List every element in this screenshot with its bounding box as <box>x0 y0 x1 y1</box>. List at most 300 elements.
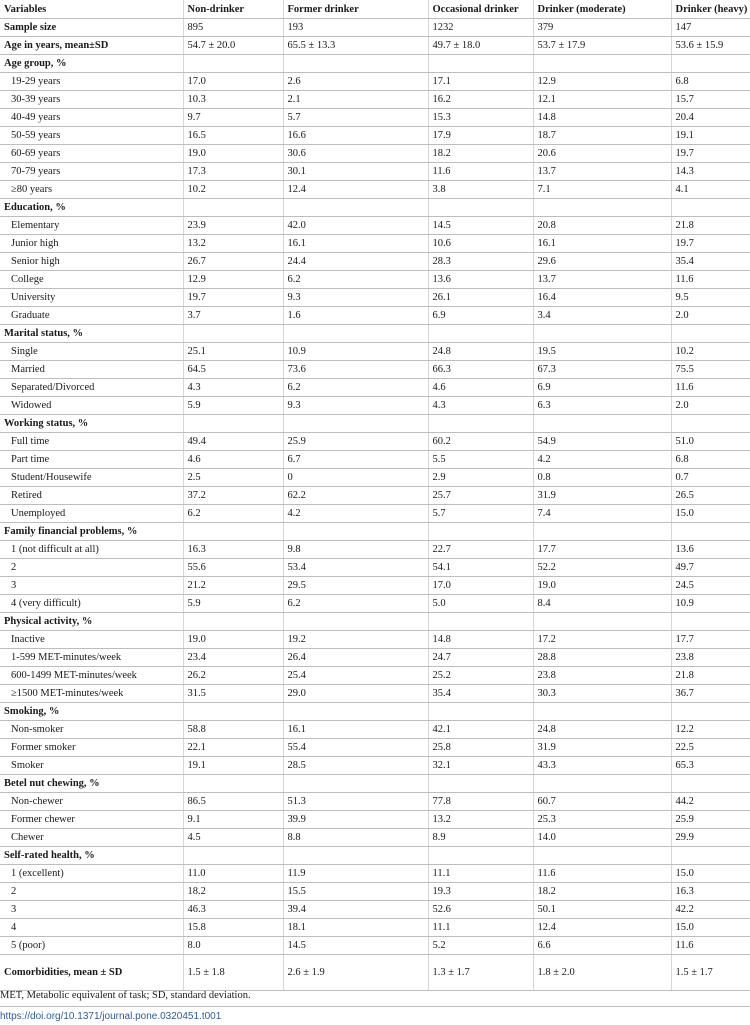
table-cell: 2.9 <box>428 469 533 487</box>
table-cell: 10.2 <box>183 181 283 199</box>
table-cell: 25.7 <box>428 487 533 505</box>
table-cell: 15.0 <box>671 919 750 937</box>
table-cell: 1.6 <box>283 307 428 325</box>
table-section-row <box>0 703 750 721</box>
table-cell: 12.4 <box>533 919 671 937</box>
table-cell: 35.4 <box>428 685 533 703</box>
table-cell: 8.4 <box>533 595 671 613</box>
table-cell: 1.3 ± 1.7 <box>428 955 533 991</box>
table-cell: 8.9 <box>428 829 533 847</box>
table-cell: 16.1 <box>283 235 428 253</box>
row-label: Marital status, % <box>0 325 183 343</box>
row-label: Retired <box>0 487 183 505</box>
table-cell: 8.0 <box>183 937 283 955</box>
table-cell <box>533 199 671 217</box>
table-row <box>0 505 750 523</box>
table-cell: 8.8 <box>283 829 428 847</box>
table-cell <box>283 55 428 73</box>
table-row <box>0 145 750 163</box>
table-cell: 6.8 <box>671 73 750 91</box>
table-cell: 52.2 <box>533 559 671 577</box>
table-cell: 22.1 <box>183 739 283 757</box>
table-row <box>0 811 750 829</box>
table-cell: 42.0 <box>283 217 428 235</box>
table-cell: 26.2 <box>183 667 283 685</box>
table-cell: 29.0 <box>283 685 428 703</box>
table-cell: 4.3 <box>183 379 283 397</box>
table-cell: 14.5 <box>283 937 428 955</box>
row-label: Full time <box>0 433 183 451</box>
doi-link[interactable]: https://doi.org/10.1371/journal.pone.0320451.t001 <box>0 1011 222 1022</box>
table-cell: 9.3 <box>283 289 428 307</box>
table-cell: 23.4 <box>183 649 283 667</box>
table-cell: 20.8 <box>533 217 671 235</box>
table-cell: 51.3 <box>283 793 428 811</box>
table-cell: 25.1 <box>183 343 283 361</box>
table-row <box>0 217 750 235</box>
table-cell: 6.7 <box>283 451 428 469</box>
row-label: Graduate <box>0 307 183 325</box>
table-row <box>0 271 750 289</box>
table-cell: 29.9 <box>671 829 750 847</box>
header-variables: Variables <box>0 0 183 19</box>
table-cell <box>183 847 283 865</box>
table-cell: 17.0 <box>428 577 533 595</box>
table-cell: 64.5 <box>183 361 283 379</box>
table-cell: 35.4 <box>671 253 750 271</box>
table-row <box>0 721 750 739</box>
table-cell: 17.2 <box>533 631 671 649</box>
table-cell: 13.6 <box>428 271 533 289</box>
row-label: University <box>0 289 183 307</box>
table-cell: 1.8 ± 2.0 <box>533 955 671 991</box>
row-label: Non-chewer <box>0 793 183 811</box>
table-cell: 21.2 <box>183 577 283 595</box>
table-cell: 75.5 <box>671 361 750 379</box>
table-cell <box>283 325 428 343</box>
table-cell: 0.8 <box>533 469 671 487</box>
table-cell <box>533 703 671 721</box>
table-cell: 1.5 ± 1.7 <box>671 955 750 991</box>
table-cell: 12.4 <box>283 181 428 199</box>
table-cell: 28.3 <box>428 253 533 271</box>
table-row <box>0 901 750 919</box>
row-label: Age group, % <box>0 55 183 73</box>
table-cell: 14.3 <box>671 163 750 181</box>
table-cell <box>533 847 671 865</box>
table-body <box>0 19 750 991</box>
table-cell: 16.6 <box>283 127 428 145</box>
row-label: Physical activity, % <box>0 613 183 631</box>
table-cell: 14.5 <box>428 217 533 235</box>
table-cell: 26.5 <box>671 487 750 505</box>
table-cell: 31.5 <box>183 685 283 703</box>
table-row <box>0 685 750 703</box>
table-cell <box>183 325 283 343</box>
table-cell: 19.0 <box>183 631 283 649</box>
table-cell <box>428 199 533 217</box>
row-label: Non-smoker <box>0 721 183 739</box>
table-cell: 62.2 <box>283 487 428 505</box>
table-row <box>0 397 750 415</box>
table-cell: 30.3 <box>533 685 671 703</box>
table-cell: 6.2 <box>283 595 428 613</box>
table-cell: 60.2 <box>428 433 533 451</box>
table-cell: 15.5 <box>283 883 428 901</box>
row-label: Former smoker <box>0 739 183 757</box>
table-cell: 17.7 <box>671 631 750 649</box>
table-row <box>0 451 750 469</box>
table-cell: 14.8 <box>533 109 671 127</box>
table-cell: 19.0 <box>533 577 671 595</box>
table-cell: 19.1 <box>183 757 283 775</box>
table-row <box>0 433 750 451</box>
row-label: Family financial problems, % <box>0 523 183 541</box>
table-cell: 6.2 <box>183 505 283 523</box>
table-cell: 11.6 <box>428 163 533 181</box>
table-cell: 379 <box>533 19 671 37</box>
row-label: 70-79 years <box>0 163 183 181</box>
row-label: 19-29 years <box>0 73 183 91</box>
row-label: Smoker <box>0 757 183 775</box>
table-row <box>0 829 750 847</box>
table-row <box>0 649 750 667</box>
row-label: 5 (poor) <box>0 937 183 955</box>
row-label: 4 (very difficult) <box>0 595 183 613</box>
table-cell: 4.6 <box>183 451 283 469</box>
row-label: Former chewer <box>0 811 183 829</box>
row-label: 3 <box>0 901 183 919</box>
table-section-row <box>0 55 750 73</box>
table-cell: 12.1 <box>533 91 671 109</box>
table-cell: 5.7 <box>283 109 428 127</box>
table-cell: 25.2 <box>428 667 533 685</box>
row-label: 2 <box>0 883 183 901</box>
table-cell: 55.6 <box>183 559 283 577</box>
table-cell: 147 <box>671 19 750 37</box>
table-cell: 6.9 <box>428 307 533 325</box>
table-cell: 4.5 <box>183 829 283 847</box>
header-non-drinker: Non-drinker <box>183 0 283 19</box>
row-label: Self-rated health, % <box>0 847 183 865</box>
table-cell: 20.4 <box>671 109 750 127</box>
table-cell: 24.7 <box>428 649 533 667</box>
table-row <box>0 757 750 775</box>
table-cell: 46.3 <box>183 901 283 919</box>
table-cell: 2.0 <box>671 307 750 325</box>
table-cell <box>183 523 283 541</box>
table-cell: 1.5 ± 1.8 <box>183 955 283 991</box>
table-cell: 67.3 <box>533 361 671 379</box>
table-cell: 3.7 <box>183 307 283 325</box>
row-label: 2 <box>0 559 183 577</box>
table-section-row <box>0 613 750 631</box>
table-cell: 54.9 <box>533 433 671 451</box>
table-cell: 36.7 <box>671 685 750 703</box>
table-cell: 39.9 <box>283 811 428 829</box>
table-cell <box>183 703 283 721</box>
table-cell <box>183 55 283 73</box>
table-cell: 18.2 <box>183 883 283 901</box>
table-cell: 31.9 <box>533 739 671 757</box>
table-cell <box>283 775 428 793</box>
table-row <box>0 541 750 559</box>
table-cell: 22.5 <box>671 739 750 757</box>
row-label: 4 <box>0 919 183 937</box>
table-row <box>0 361 750 379</box>
row-label: 1-599 MET-minutes/week <box>0 649 183 667</box>
table-cell: 11.6 <box>671 271 750 289</box>
table-cell <box>533 613 671 631</box>
table-cell <box>283 847 428 865</box>
table-cell <box>428 55 533 73</box>
table-cell: 10.6 <box>428 235 533 253</box>
table-cell: 193 <box>283 19 428 37</box>
table-cell <box>283 199 428 217</box>
table-cell: 49.7 ± 18.0 <box>428 37 533 55</box>
row-label: Student/Housewife <box>0 469 183 487</box>
table-cell: 12.2 <box>671 721 750 739</box>
divider <box>0 1006 750 1007</box>
table-cell: 52.6 <box>428 901 533 919</box>
table-cell <box>283 613 428 631</box>
table-cell: 26.1 <box>428 289 533 307</box>
table-cell: 19.7 <box>183 289 283 307</box>
table-cell: 16.4 <box>533 289 671 307</box>
table-cell: 17.0 <box>183 73 283 91</box>
table-cell <box>671 415 750 433</box>
table-cell: 11.6 <box>671 937 750 955</box>
table-section-row <box>0 523 750 541</box>
table-footnote: MET, Metabolic equivalent of task; SD, standard deviation. <box>0 990 251 1001</box>
table-cell: 16.1 <box>533 235 671 253</box>
table-cell: 18.2 <box>428 145 533 163</box>
table-cell: 13.7 <box>533 271 671 289</box>
table-row <box>0 91 750 109</box>
table-cell: 42.2 <box>671 901 750 919</box>
table-cell: 20.6 <box>533 145 671 163</box>
table-cell: 54.1 <box>428 559 533 577</box>
table-row <box>0 793 750 811</box>
table-cell: 13.2 <box>428 811 533 829</box>
row-label: 60-69 years <box>0 145 183 163</box>
table-cell: 28.8 <box>533 649 671 667</box>
table-cell: 43.3 <box>533 757 671 775</box>
table-cell: 2.6 <box>283 73 428 91</box>
table-row <box>0 253 750 271</box>
row-label: Education, % <box>0 199 183 217</box>
table-cell: 49.4 <box>183 433 283 451</box>
table-cell <box>428 775 533 793</box>
table-cell: 19.7 <box>671 235 750 253</box>
table-cell: 17.7 <box>533 541 671 559</box>
table-cell <box>183 775 283 793</box>
table-cell: 19.5 <box>533 343 671 361</box>
table-cell <box>183 199 283 217</box>
table-cell: 9.5 <box>671 289 750 307</box>
header-drinker-moderate: Drinker (moderate) <box>533 0 671 19</box>
table-cell: 9.7 <box>183 109 283 127</box>
table-cell: 18.2 <box>533 883 671 901</box>
table-section-row <box>0 199 750 217</box>
table-cell: 16.3 <box>183 541 283 559</box>
table-cell: 60.7 <box>533 793 671 811</box>
table-cell: 15.8 <box>183 919 283 937</box>
table-row <box>0 919 750 937</box>
table-cell: 5.0 <box>428 595 533 613</box>
table-cell: 24.8 <box>533 721 671 739</box>
table-cell: 66.3 <box>428 361 533 379</box>
table-cell <box>671 847 750 865</box>
table-cell: 15.7 <box>671 91 750 109</box>
table-cell: 11.6 <box>671 379 750 397</box>
table-cell <box>671 775 750 793</box>
table-cell: 49.7 <box>671 559 750 577</box>
table-cell: 24.4 <box>283 253 428 271</box>
table-cell: 12.9 <box>183 271 283 289</box>
table-cell <box>183 613 283 631</box>
row-label: Inactive <box>0 631 183 649</box>
table-cell: 23.8 <box>671 649 750 667</box>
table-cell: 28.5 <box>283 757 428 775</box>
table-cell: 86.5 <box>183 793 283 811</box>
table-cell: 2.0 <box>671 397 750 415</box>
table-row <box>0 37 750 55</box>
table-cell <box>283 523 428 541</box>
table-row <box>0 307 750 325</box>
table-cell: 15.3 <box>428 109 533 127</box>
table-cell: 9.1 <box>183 811 283 829</box>
table-cell: 73.6 <box>283 361 428 379</box>
table-cell: 11.6 <box>533 865 671 883</box>
table-cell: 12.9 <box>533 73 671 91</box>
row-label: 1 (not difficult at all) <box>0 541 183 559</box>
table-cell <box>533 325 671 343</box>
table-row <box>0 595 750 613</box>
table-cell <box>533 415 671 433</box>
table-cell <box>671 613 750 631</box>
table-cell: 19.1 <box>671 127 750 145</box>
table-cell: 21.8 <box>671 217 750 235</box>
table-cell: 30.6 <box>283 145 428 163</box>
table-cell: 26.4 <box>283 649 428 667</box>
table-cell: 6.3 <box>533 397 671 415</box>
table-cell: 16.3 <box>671 883 750 901</box>
row-label: 40-49 years <box>0 109 183 127</box>
table-cell: 6.9 <box>533 379 671 397</box>
table-cell: 7.1 <box>533 181 671 199</box>
row-label: Senior high <box>0 253 183 271</box>
row-label: Separated/Divorced <box>0 379 183 397</box>
table-cell: 15.0 <box>671 865 750 883</box>
row-label: 600-1499 MET-minutes/week <box>0 667 183 685</box>
table-cell <box>428 523 533 541</box>
table-cell: 5.7 <box>428 505 533 523</box>
row-label: Chewer <box>0 829 183 847</box>
row-label: Unemployed <box>0 505 183 523</box>
table-cell: 6.6 <box>533 937 671 955</box>
table-cell: 5.9 <box>183 397 283 415</box>
row-label: Elementary <box>0 217 183 235</box>
table-row <box>0 109 750 127</box>
table-row <box>0 235 750 253</box>
header-row <box>0 0 750 19</box>
table-cell: 26.7 <box>183 253 283 271</box>
table-cell: 9.3 <box>283 397 428 415</box>
table-cell: 50.1 <box>533 901 671 919</box>
table-row <box>0 343 750 361</box>
table-cell: 11.9 <box>283 865 428 883</box>
table-cell <box>428 847 533 865</box>
header-drinker-heavy: Drinker (heavy) <box>671 0 750 19</box>
table-row <box>0 883 750 901</box>
table-cell: 14.8 <box>428 631 533 649</box>
table-cell: 9.8 <box>283 541 428 559</box>
table-cell: 2.1 <box>283 91 428 109</box>
table-cell: 6.2 <box>283 379 428 397</box>
table-cell: 29.6 <box>533 253 671 271</box>
row-label: 1 (excellent) <box>0 865 183 883</box>
table-cell: 7.4 <box>533 505 671 523</box>
row-label: 3 <box>0 577 183 595</box>
table-cell: 22.7 <box>428 541 533 559</box>
table-cell: 3.4 <box>533 307 671 325</box>
table-cell: 18.7 <box>533 127 671 145</box>
row-label: Part time <box>0 451 183 469</box>
table-cell: 10.3 <box>183 91 283 109</box>
table-cell: 2.6 ± 1.9 <box>283 955 428 991</box>
table-cell: 19.3 <box>428 883 533 901</box>
table-cell: 13.2 <box>183 235 283 253</box>
table-cell: 24.5 <box>671 577 750 595</box>
table-section-row <box>0 415 750 433</box>
table-cell <box>183 415 283 433</box>
table-cell <box>671 703 750 721</box>
table-cell: 15.0 <box>671 505 750 523</box>
table-cell: 25.4 <box>283 667 428 685</box>
table-row <box>0 73 750 91</box>
table-cell: 0 <box>283 469 428 487</box>
table-cell: 23.9 <box>183 217 283 235</box>
table-cell <box>283 415 428 433</box>
table-row <box>0 19 750 37</box>
row-label: Widowed <box>0 397 183 415</box>
row-label: Sample size <box>0 19 183 37</box>
table-cell: 6.2 <box>283 271 428 289</box>
table-cell: 19.7 <box>671 145 750 163</box>
header-former-drinker: Former drinker <box>283 0 428 19</box>
table-cell: 11.1 <box>428 865 533 883</box>
header-occasional-drinker: Occasional drinker <box>428 0 533 19</box>
table-cell: 53.7 ± 17.9 <box>533 37 671 55</box>
table-cell: 3.8 <box>428 181 533 199</box>
table-cell <box>533 523 671 541</box>
table-cell <box>533 775 671 793</box>
table-cell <box>533 55 671 73</box>
table-cell: 39.4 <box>283 901 428 919</box>
row-label: Single <box>0 343 183 361</box>
table-row <box>0 469 750 487</box>
table-cell: 16.5 <box>183 127 283 145</box>
row-label: 30-39 years <box>0 91 183 109</box>
row-label: Comorbidities, mean ± SD <box>0 955 183 991</box>
table-cell: 58.8 <box>183 721 283 739</box>
table-cell: 32.1 <box>428 757 533 775</box>
table-cell: 25.9 <box>283 433 428 451</box>
table-cell: 23.8 <box>533 667 671 685</box>
table-row <box>0 739 750 757</box>
row-label: Age in years, mean±SD <box>0 37 183 55</box>
